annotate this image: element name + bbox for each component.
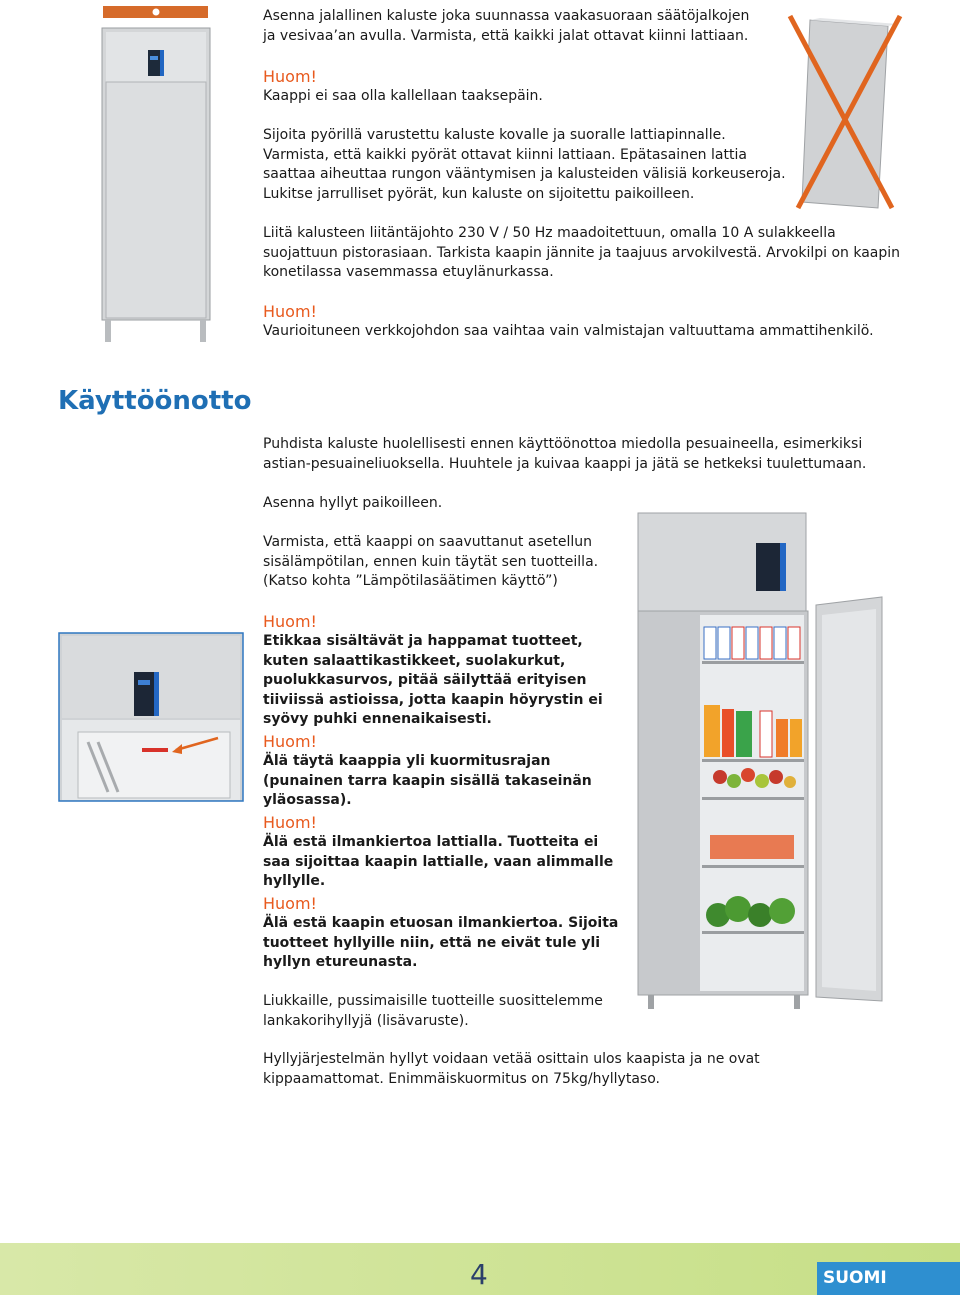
front-airflow-warning: [263, 894, 623, 973]
tilt-warning-text: Kaappi ei saa olla kallellaan taaksepäin.: [263, 88, 543, 104]
tilt-warning: [263, 67, 783, 107]
temperature-instructions: Varmista, että kaappi on saavuttanut asetellun sisälämpötilan, ennen kuin täytät sen tuotteilla. (Katso kohta ”Lämpötilasäätimen käyttö”): [263, 534, 599, 589]
tilted-cabinet-crossed-image: [780, 8, 910, 218]
acid-products-warning: [263, 612, 623, 730]
shelves-instructions: Asenna hyllyt paikoilleen.: [263, 495, 443, 511]
leveling-instructions: Asenna jalallinen kaluste joka suunnassa vaakasuoraan säätöjalkojen ja vesivaa’an avulla. Varmista, että kaikki jalat ottavat kiinni lattiaan.: [263, 8, 750, 44]
shelf-system-info: Hyllyjärjestelmän hyllyt voidaan vetää osittain ulos kaapista ja ne ovat kippaamattomat. Enimmäiskuormitus on 75kg/hyllytaso.: [263, 1051, 760, 1087]
page-number: 4: [470, 1258, 488, 1291]
cleaning-instructions: Puhdista kaluste huolellisesti ennen käyttöönottoa miedolla pesuaineella, esimerkiksi astian-pesuaineliuoksella. Huuhtele ja kuivaa kaappi ja jätä se hetkeksi tuulettumaan.: [263, 436, 867, 472]
huom-label: Huom!: [263, 67, 317, 86]
front-airflow-warning-text: Älä estä kaapin etuosan ilmankiertoa. Sijoita tuotteet hyllyille niin, että ne eivät tule yli hyllyn etureunasta.: [263, 915, 619, 970]
huom-label: Huom!: [263, 894, 317, 913]
load-limit-warning: [263, 732, 613, 811]
huom-label: Huom!: [263, 732, 317, 751]
huom-label: Huom!: [263, 813, 317, 832]
open-cabinet-with-products-image: [630, 505, 890, 1013]
power-cord-warning-text: Vaurioituneen verkkojohdon saa vaihtaa vain valmistajan valtuuttama ammattihenkilö.: [263, 323, 874, 339]
floor-airflow-warning-text: Älä estä ilmankiertoa lattialla. Tuotteita ei saa sijoittaa kaapin lattialle, vaan alimmalle hyllylle.: [263, 834, 614, 889]
language-label: SUOMI: [817, 1262, 960, 1295]
section-heading: Käyttöönotto: [58, 386, 252, 416]
cabinet-front-image: [96, 4, 216, 346]
cabinet-interior-closeup-image: [58, 632, 244, 802]
wheels-instructions: Sijoita pyörillä varustettu kaluste kovalle ja suoralle lattiapinnalle. Varmista, että kaikki pyörät ottavat kiinni lattiaan. Epätasainen lattia saattaa aiheuttaa rungon vääntymisen ja kalusteiden välisiä korkeuseroja. Lukitse jarrulliset pyörät, kun kaluste on sijoitettu paikoilleen.: [263, 127, 786, 202]
huom-label: Huom!: [263, 302, 317, 321]
power-connection-instructions: Liitä kalusteen liitäntäjohto 230 V / 50 Hz maadoitettuun, omalla 10 A sulakkeella suojattuun pistorasiaan. Tarkista kaapin jännite ja taajuus arvokilvestä. Arvokilpi on kaapin konetilassa vasemmassa etuylänurkassa.: [263, 225, 901, 280]
power-cord-warning: [263, 302, 913, 342]
acid-products-warning-text: Etikkaa sisältävät ja happamat tuotteet, kuten salaattikastikkeet, suolakurkut, puolukkasurvos, pitää säilyttää erityisen tiiviissä astioissa, jotta kaapin höyrystin ei syövy puhki ennenaikaisesti.: [263, 633, 603, 727]
huom-label: Huom!: [263, 612, 317, 631]
floor-airflow-warning: [263, 813, 623, 892]
wire-shelf-recommendation: Liukkaille, pussimaisille tuotteille suosittelemme lankakorihyllyjä (lisävaruste).: [263, 993, 603, 1029]
load-limit-warning-text: Älä täytä kaappia yli kuormitusrajan (punainen tarra kaapin sisällä takaseinän yläosassa).: [263, 753, 592, 808]
